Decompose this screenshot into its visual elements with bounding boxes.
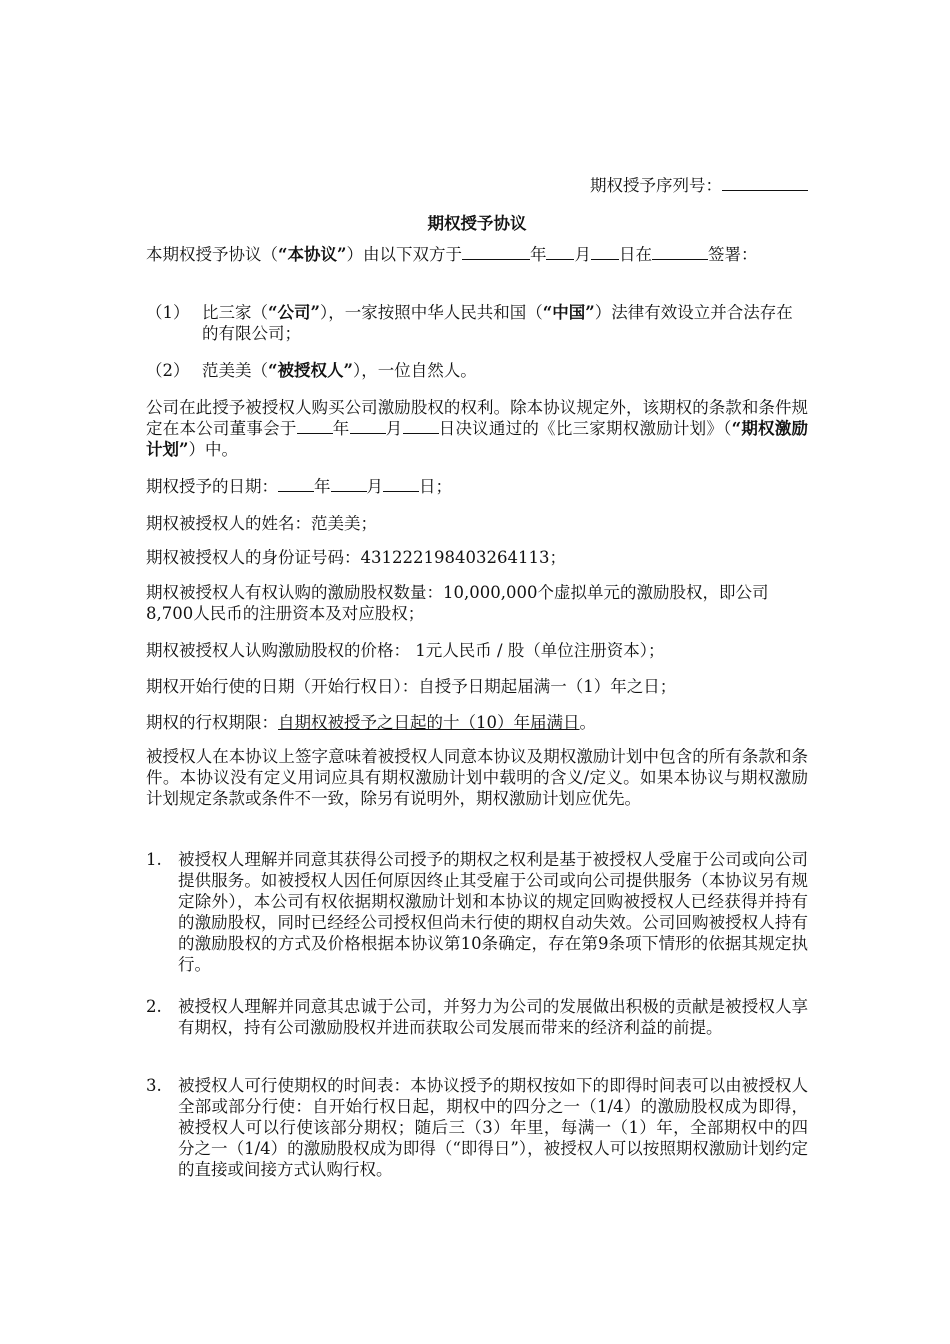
date-blank — [350, 418, 386, 434]
list-item — [146, 849, 808, 975]
list-item-text: 被授权人理解并同意其获得公司授予的期权之权利是基于被授权人受雇于公司或向公司提供服务。如被授权人因任何原因终止其受雇于公司或向公司提供服务（本协议另有规定除外），本公司有权依据期权激励计划和本协议的规定回购被授权人已经获得并持有的激励股权，同时已经经公司授权但尚未行使的期权自动失效。公司回购被授权人持有的激励股权的方式及价格根据本协议第10条确定，存在第9条项下情形的依据其规定执行。 — [178, 850, 808, 974]
term-grantee: “被授权人” — [268, 361, 353, 380]
serial-number-label: 期权授予序列号： — [590, 176, 722, 195]
party-number: （2） — [146, 361, 190, 380]
date-blank — [297, 418, 333, 434]
list-item-text: 被授权人可行使期权的时间表：本协议授予的期权按如下的即得时间表可以由被授权人全部或部分行使：自开始行权日起，期权中的四分之一（1/4）的激励股权成为即得，被授权人可以行使该部分期权；随后三（3）年里，每满一（1）年，全部期权中的四分之一（1/4）的激励股权成为即得（“即得日”），被授权人可以按照期权激励计划约定的直接或间接方式认购行权。 — [178, 1076, 808, 1179]
term-incentive-plan: “期权激励计划” — [146, 419, 809, 459]
exercise-start-line: 期权开始行使的日期（开始行权日）：自授予日期起届满一（1）年之日； — [146, 677, 677, 696]
serial-number-blank — [722, 175, 808, 191]
share-quantity-line: 期权被授权人有权认购的激励股权数量：10,000,000个虚拟单元的激励股权，即公司8,700人民币的注册资本及对应股权； — [146, 583, 769, 623]
exercise-term-value: 自期权被授予之日起的十（10）年届满日 — [278, 713, 580, 732]
party-company: （1） 比三家（“公司”），一家按照中华人民共和国（“中国”）法律有效设立并合法存在的有限公司； — [146, 303, 793, 343]
date-blank — [403, 418, 439, 434]
list-item-number: 2. — [146, 997, 162, 1016]
list-item-number: 1. — [146, 850, 162, 869]
place-blank — [652, 244, 708, 260]
list-item — [146, 1075, 808, 1180]
grantee-name-line: 期权被授权人的姓名：范美美； — [146, 514, 377, 533]
grant-date-line: 期权授予的日期： 年 月 日； — [146, 477, 452, 496]
serial-number-line — [590, 172, 808, 196]
term-company: “公司” — [268, 303, 320, 322]
grantee-id-line: 期权被授权人的身份证号码：431222198403264113； — [146, 548, 566, 567]
list-item-text: 被授权人理解并同意其忠诚于公司，并努力为公司的发展做出积极的贡献是被授权人享有期权，持有公司激励股权并进而获取公司发展而带来的经济利益的前提。 — [178, 997, 808, 1037]
date-blank — [278, 476, 314, 492]
exercise-term-line: 期权的行权期限：自期权被授予之日起的十（10）年届满日。 — [146, 713, 596, 732]
acknowledgement-paragraph: 被授权人在本协议上签字意味着被授权人同意本协议及期权激励计划中包含的所有条款和条件。本协议没有定义用词应具有期权激励计划中载明的含义/定义。如果本协议与期权激励计划规定条款或条件不一致，除另有说明外，期权激励计划应优先。 — [146, 747, 808, 808]
term-agreement: “本协议” — [278, 245, 347, 264]
party-grantee: （2） 范美美（“被授权人”），一位自然人。 — [146, 361, 477, 380]
date-blank — [591, 244, 619, 260]
intro-paragraph: 本期权授予协议（“本协议”）由以下双方于 年 月 日在 签署： — [146, 245, 758, 264]
date-blank — [462, 244, 530, 260]
date-blank — [546, 244, 574, 260]
purchase-price-line: 期权被授权人认购激励股权的价格： 1元人民币 / 股（单位注册资本）； — [146, 641, 665, 660]
document-title: 期权授予协议 — [427, 214, 527, 233]
term-china: “中国” — [542, 303, 595, 322]
date-blank — [383, 476, 419, 492]
list-item-number: 3. — [146, 1076, 162, 1095]
list-item — [146, 996, 808, 1038]
party-number: （1） — [146, 303, 190, 322]
grant-paragraph: 公司在此授予被授权人购买公司激励股权的权利。除本协议规定外，该期权的条款和条件规定在本公司董事会于 年 月 日决议通过的《比三家期权激励计划》（“期权激励计划”）中。 — [146, 398, 809, 459]
date-blank — [331, 476, 367, 492]
